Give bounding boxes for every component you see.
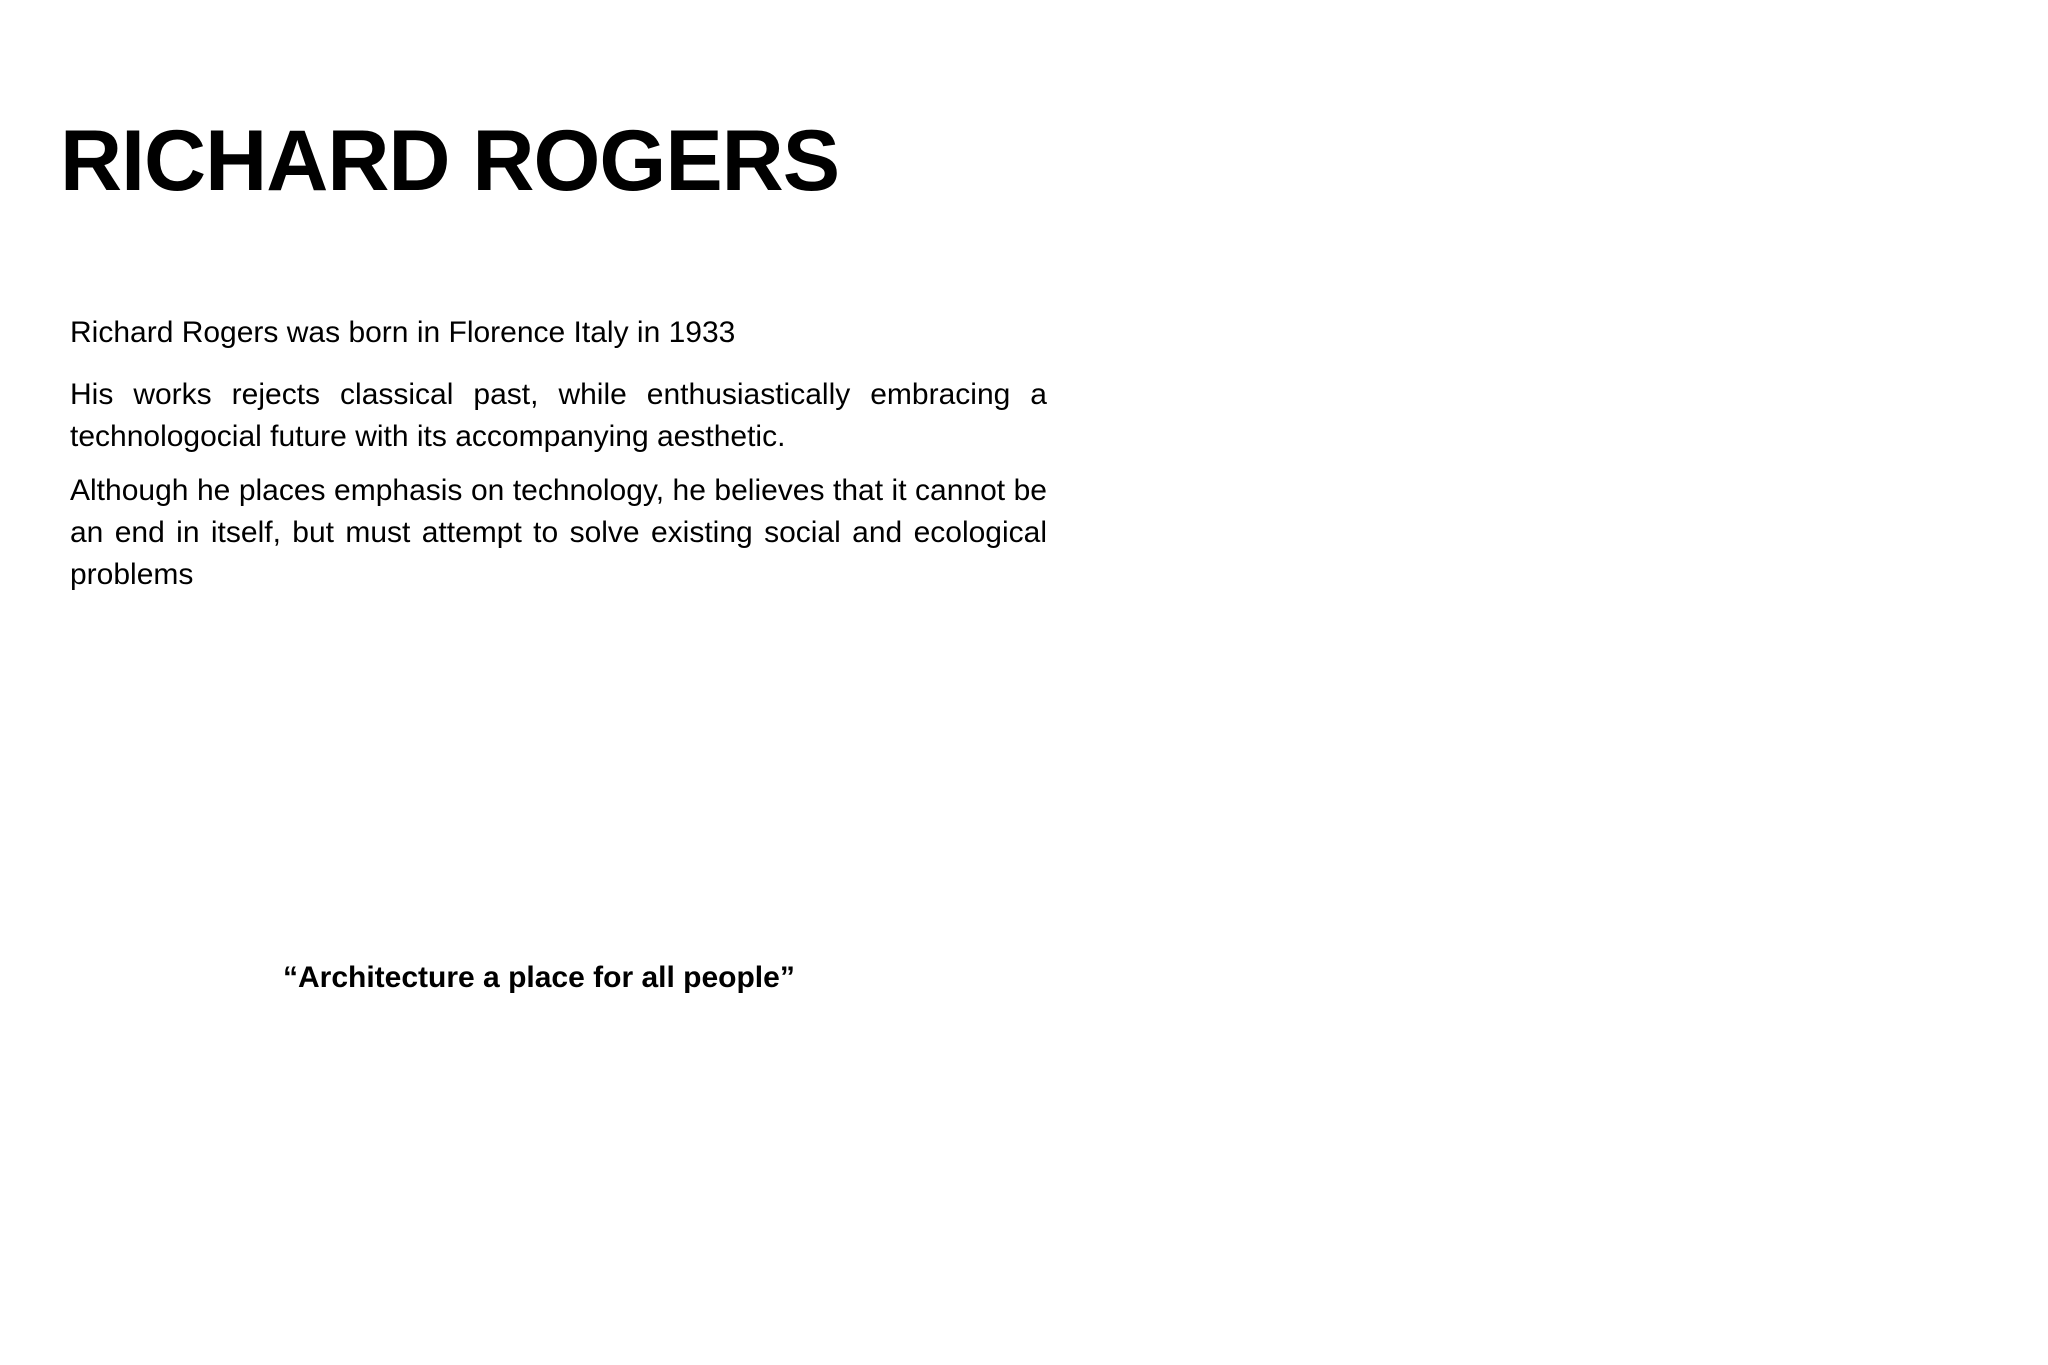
slide-title: RICHARD ROGERS: [60, 113, 840, 209]
paragraph-birth: Richard Rogers was born in Florence Italy in 1933: [70, 316, 736, 349]
paragraph-technology: Although he places emphasis on technology, he believes that it cannot be an end in itself, but must attempt to solve existing social and ecological problems: [70, 474, 1047, 591]
slide-body-text: [70, 312, 1047, 608]
slide-quote: “Architecture a place for all people”: [283, 961, 795, 994]
paragraph-works: His works rejects classical past, while enthusiastically embracing a technologocial future with its accompanying aesthetic.: [70, 378, 1047, 453]
